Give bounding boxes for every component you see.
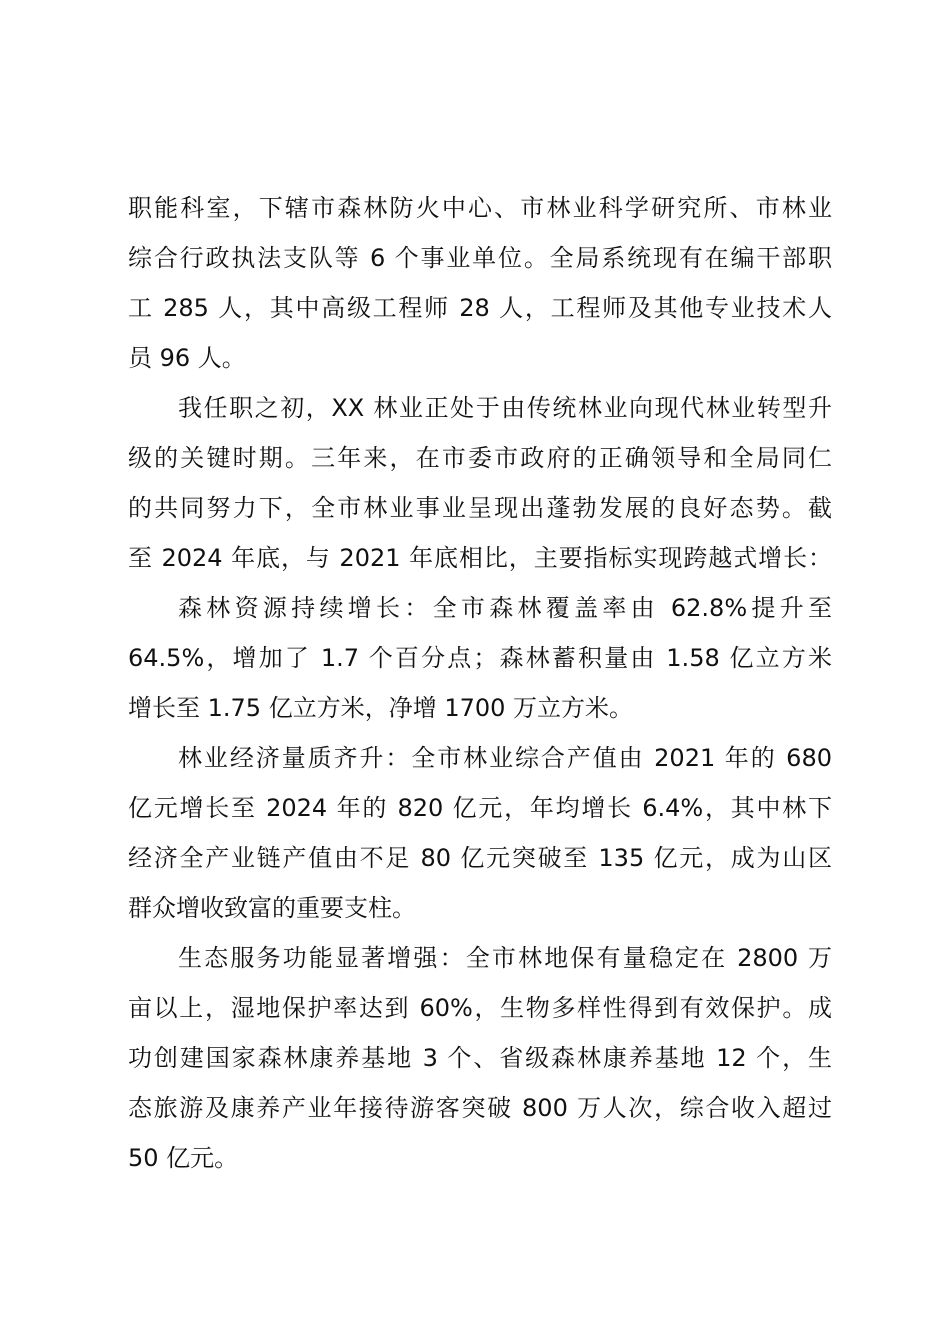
- text-line: 综合行政执法支队等 6 个事业单位。全局系统现有在编干部职: [128, 244, 832, 272]
- text-line: 增长至 1.75 亿立方米，净增 1700 万立方米。: [128, 694, 634, 722]
- text-line: 亿元增长至 2024 年的 820 亿元，年均增长 6.4%，其中林下: [128, 794, 832, 822]
- text-line: 态旅游及康养产业年接待游客突破 800 万人次，综合收入超过: [128, 1094, 832, 1122]
- paragraph-first-line: 林业经济量质齐升：全市林业综合产值由 2021 年的 680: [178, 744, 832, 772]
- text-line: 工 285 人，其中高级工程师 28 人，工程师及其他专业技术人: [128, 294, 832, 322]
- text-line: 级的关键时期。三年来，在市委市政府的正确领导和全局同仁: [128, 444, 832, 472]
- text-line: 50 亿元。: [128, 1144, 239, 1172]
- text-line: 经济全产业链产值由不足 80 亿元突破至 135 亿元，成为山区: [128, 844, 832, 872]
- text-line: 职能科室，下辖市森林防火中心、市林业科学研究所、市林业: [128, 194, 832, 222]
- text-line: 群众增收致富的重要支柱。: [128, 894, 416, 922]
- text-line: 功创建国家森林康养基地 3 个、省级森林康养基地 12 个，生: [128, 1044, 832, 1072]
- body-text: [128, 183, 832, 1183]
- paragraph-first-line: 森林资源持续增长：全市森林覆盖率由 62.8%提升至: [178, 594, 832, 622]
- text-line: 员 96 人。: [128, 344, 246, 372]
- text-line: 64.5%，增加了 1.7 个百分点；森林蓄积量由 1.58 亿立方米: [128, 644, 832, 672]
- text-line: 至 2024 年底，与 2021 年底相比，主要指标实现跨越式增长：: [128, 544, 832, 572]
- text-line: 的共同努力下，全市林业事业呈现出蓬勃发展的良好态势。截: [128, 494, 832, 522]
- paragraph-first-line: 我任职之初，XX 林业正处于由传统林业向现代林业转型升: [178, 394, 832, 422]
- text-line: 亩以上，湿地保护率达到 60%，生物多样性得到有效保护。成: [128, 994, 832, 1022]
- paragraph-first-line: 生态服务功能显著增强：全市林地保有量稳定在 2800 万: [178, 944, 832, 972]
